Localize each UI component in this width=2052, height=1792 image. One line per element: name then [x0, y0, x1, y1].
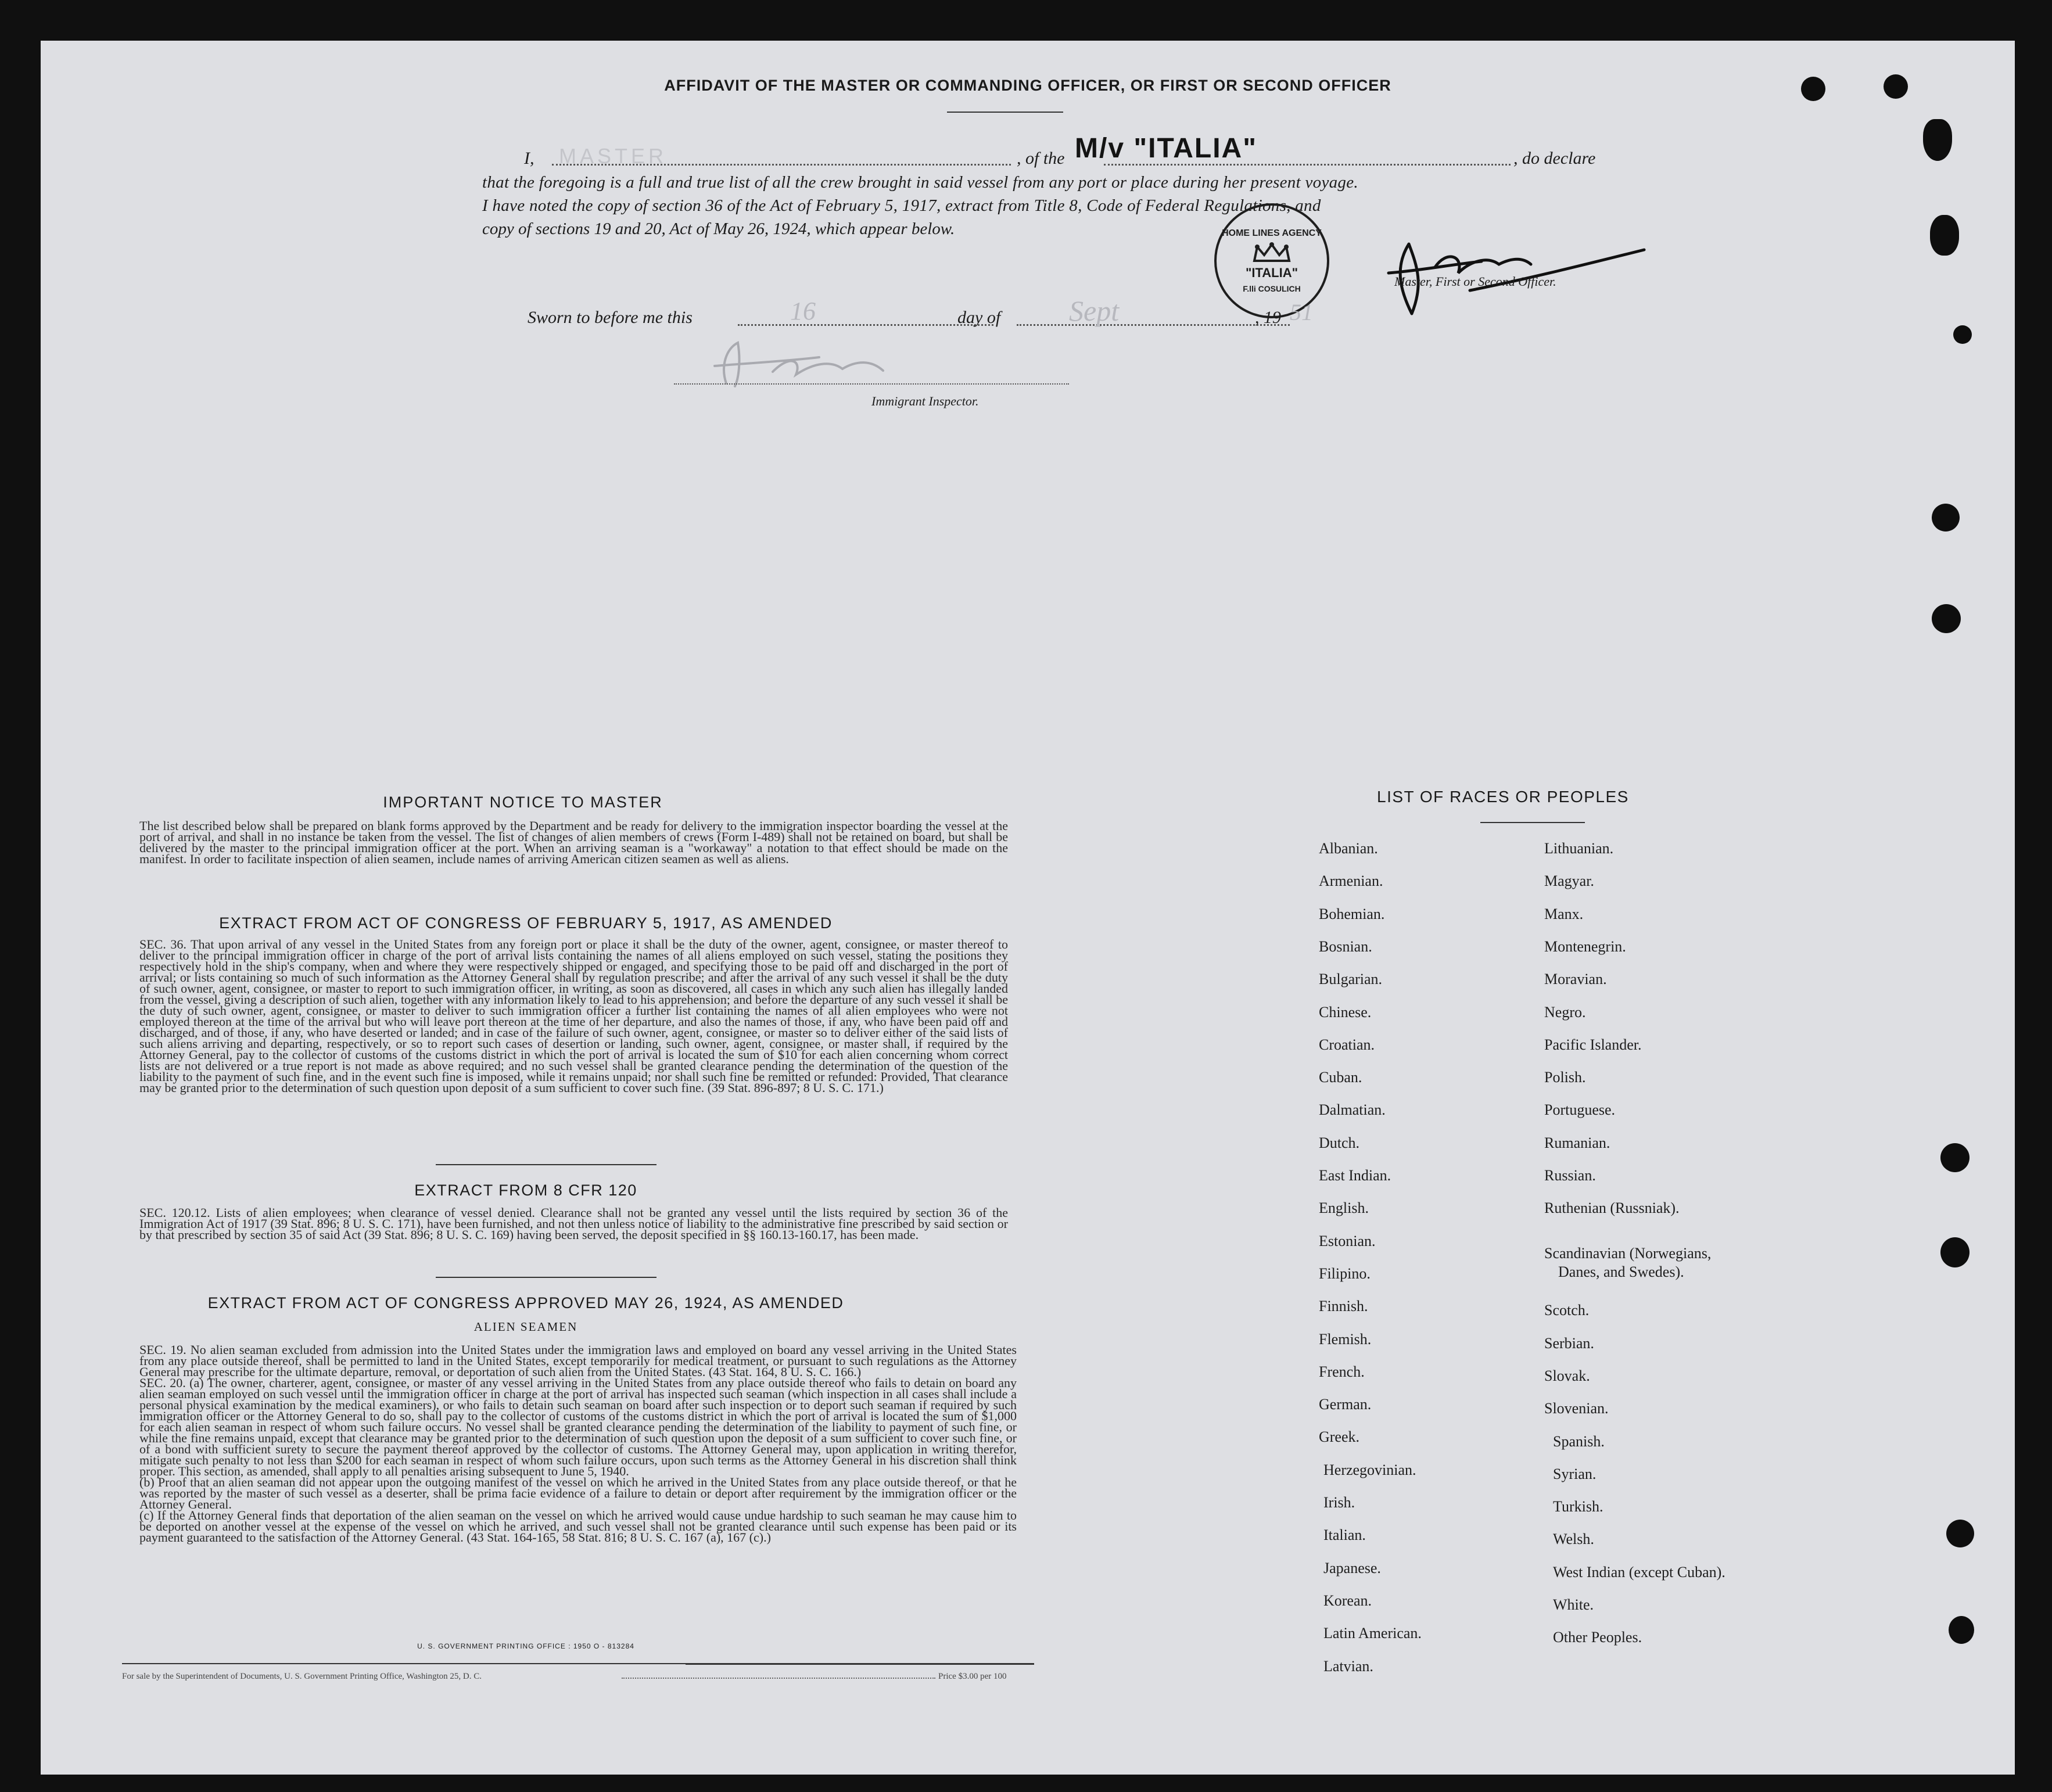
race-item: Bohemian.: [1319, 905, 1385, 922]
section-rule-2: [436, 1277, 657, 1278]
race-item: Lithuanian.: [1544, 840, 1614, 857]
race-item: Dutch.: [1319, 1134, 1360, 1151]
race-item: Slovenian.: [1544, 1400, 1609, 1417]
do-declare-label: , do declare: [1513, 149, 1596, 168]
extract-cfr-title: EXTRACT FROM 8 CFR 120: [414, 1182, 637, 1199]
races-title-rule: [1480, 822, 1585, 823]
sworn-year-value: 51: [1290, 299, 1313, 325]
sworn-day-value: 16: [790, 297, 816, 325]
punch-hole: [1932, 504, 1960, 532]
crown-icon: [1251, 242, 1292, 263]
race-item: Armenian.: [1319, 872, 1383, 890]
race-item: Bulgarian.: [1319, 971, 1383, 988]
race-item: West Indian (except Cuban).: [1553, 1563, 1725, 1581]
extract-1924-sec19: SEC. 19. No alien seaman excluded from admission into the United States under the immigration laws and employed on board any vessel arriving in the United States from any place outside thereof, shall be permitted to land in the United States, except temporarily for medical treatment, or pursuant to such regulations as the Attorney General may prescribe for the ultimate departure, removal, or deportation of such alien from the United States. (43 Stat. 164, 8 U. S. C. 166.): [139, 1342, 1017, 1379]
sworn-month-line: [1017, 324, 1290, 326]
notice-body: The list described below shall be prepared on blank forms approved by the Department and be ready for delivery to the immigration inspector boarding the vessel at the port of arrival, and shall in no instance be taken from the vessel. The list of changes of alien members of crews (Form I-489) shall not be retained on board, but shall be delivered by the master to the principal immigration officer at the port. When an arriving seaman is a "workaway" a notation to that effect should be made on the manifest. In order to facilitate inspection of alien seamen, include names of arriving American citizen seamen as well as aliens.: [139, 818, 1008, 866]
race-item: Herzegovinian.: [1323, 1461, 1416, 1478]
stamp-bottom-text: F.lli COSULICH: [1243, 284, 1301, 293]
race-item: Cuban.: [1319, 1069, 1362, 1086]
master-name-field: MASTER: [559, 144, 668, 168]
race-item: Negro.: [1544, 1003, 1586, 1021]
affidavit-line4: copy of sections 19 and 20, Act of May 26, 1924, which appear below.: [482, 220, 955, 238]
footer-dots: [622, 1678, 935, 1679]
punch-hole: [1930, 215, 1959, 256]
footer-rule-left: [122, 1663, 703, 1664]
vessel-name-line: [1104, 164, 1511, 166]
race-item: Portuguese.: [1544, 1101, 1616, 1119]
punch-hole: [1946, 1520, 1974, 1547]
race-item: Danes, and Swedes).: [1558, 1263, 1684, 1281]
punch-hole: [1940, 1237, 1970, 1267]
race-item: Other Peoples.: [1553, 1629, 1642, 1646]
race-item: Russian.: [1544, 1167, 1596, 1184]
race-item: Filipino.: [1319, 1265, 1371, 1282]
race-item: Ruthenian (Russniak).: [1544, 1200, 1680, 1217]
footer-sale-note: For sale by the Superintendent of Documents, U. S. Government Printing Office, Washington 25, D. C.: [122, 1672, 482, 1681]
punch-hole: [1923, 119, 1952, 161]
race-item: Japanese.: [1323, 1559, 1381, 1576]
race-item: Croatian.: [1319, 1036, 1375, 1053]
race-item: Turkish.: [1553, 1498, 1603, 1516]
master-name-line: [552, 164, 1011, 166]
extract-1924-sec20c: (c) If the Attorney General finds that deportation of the alien seaman on the vessel on which he arrived would cause undue hardship to such seaman he may cause him to be deported on another vessel at the expense of the vessel on which he arrived, and such vessel shall not be granted clearance until such expense has been paid or its payment guaranteed to the satisfaction of the Attorney General. (43 Stat. 164-165, 58 Stat. 816; 8 U. S. C. 167 (a), 167 (c).): [139, 1508, 1017, 1545]
race-item: Italian.: [1323, 1527, 1366, 1544]
race-item: Dalmatian.: [1319, 1101, 1386, 1119]
sworn-month-value: Sept: [1069, 295, 1120, 327]
race-item: East Indian.: [1319, 1167, 1391, 1184]
race-item: Montenegrin.: [1544, 938, 1626, 955]
race-item: Albanian.: [1319, 840, 1378, 857]
race-item: Rumanian.: [1544, 1134, 1610, 1151]
punch-hole: [1949, 1616, 1974, 1644]
section-rule-1: [436, 1164, 657, 1165]
inspector-line: [674, 383, 1069, 385]
race-item: English.: [1319, 1200, 1369, 1217]
race-item: Scandinavian (Norwegians,: [1544, 1245, 1712, 1262]
affidavit-title: AFFIDAVIT OF THE MASTER OR COMMANDING OFFICER, OR FIRST OR SECOND OFFICER: [664, 77, 1391, 94]
race-item: Latvian.: [1323, 1657, 1373, 1675]
race-item: Moravian.: [1544, 971, 1607, 988]
race-item: Chinese.: [1319, 1003, 1372, 1021]
of-the-label: , of the: [1017, 149, 1065, 168]
printer-line: U. S. GOVERNMENT PRINTING OFFICE : 1950 O - 813284: [417, 1642, 634, 1650]
title-rule: [947, 112, 1063, 113]
race-item: Estonian.: [1319, 1232, 1376, 1249]
extract-1924-title: EXTRACT FROM ACT OF CONGRESS APPROVED MAY 26, 1924, AS AMENDED: [207, 1294, 844, 1312]
day-of-label: day of: [957, 308, 1001, 327]
inspector-caption: Immigrant Inspector.: [871, 394, 979, 408]
extract-1917-body: SEC. 36. That upon arrival of any vessel in the United States from any foreign port or place it shall be the duty of the owner, agent, consignee, or master thereof to deliver to the principal immigration officer in charge of the port of arrival lists containing the names of all aliens employed on such vessel, stating the positions they respectively hold in the ship's company, when and where they were respectively shipped or engaged, and specifying those to be paid off and discharged in the port of arrival; or lists containing so much of such information as the Attorney General shall by regulation prescribe; and after the arrival of any such vessel it shall be the duty of such owner, agent, consignee, or master to report to such immigration officer, in writing, as soon as discovered, all cases in which any such alien has illegally landed from the vessel, giving a description of such alien, together with any information likely to lead to his apprehension; and before the departure of any such vessel it shall be the duty of such owner, agent, consignee, or master to deliver to such immigration officer a further list containing the names of all alien employees who were not employed thereon at the time of the arrival but who will leave port thereon at the time of her departure, and also the names of those, if any, who have been paid off and discharged, and of those, if any, who have deserted or landed; and in case of the failure of such owner, agent, consignee, or master so to deliver either of the said lists of such aliens arriving and departing, respectively, or so to report such cases of desertion or landing, such owner, agent, consignee, or master shall, if required by the Attorney General, pay to the collector of customs of the customs district in which the port of arrival is located the sum of $10 for each alien concerning whom correct lists are not delivered or a true report is not made as above required; and no such vessel shall be granted clearance pending the determination of the question of the liability to the payment of such fine, and in the event such fine is imposed, while it remains unpaid; nor shall such fine be remitted or refunded: Provided, That clearance may be granted prior to the determination of such question upon deposit of a sum sufficient to cover such fine. (39 Stat. 896-897; 8 U. S. C. 171.): [139, 937, 1008, 1095]
extract-1924-sec20a: SEC. 20. (a) The owner, charterer, agent, consignee, or master of any vessel arriving in the United States from any place outside thereof who fails to detain on board any alien seaman employed on such vessel until the immigration officer in charge at the port of arrival has inspected such seaman (which inspection in all cases shall include a personal physical examination by the medical examiners), or who fails to detain such seaman on board after such inspection or to deport such seaman if required by such immigration officer or the Attorney General to do so, shall pay to the collector of customs of the customs district in which the port of arrival is located the sum of $1,000 for each alien seaman in respect of whom such failure occurs. No vessel shall be granted clearance pending the determination of the liability to payment of such fine, or while the fine remains unpaid, except that clearance may be granted prior to the determination of such question upon the deposit of a sum sufficient to cover such fine, or of a bond with sufficient surety to secure the payment thereof approved by the collector of customs. The Attorney General may, upon application in writing therefor, mitigate such penalty to not less than $200 for each seaman in respect of whom such failure occurs, upon such terms as the Attorney General in his discretion shall think proper. This section, as amended, shall apply to all penalties arising subsequent to June 5, 1940.: [139, 1376, 1017, 1478]
punch-hole: [1884, 74, 1908, 99]
race-item: Serbian.: [1544, 1334, 1594, 1352]
year-prefix-label: , 19: [1255, 308, 1281, 327]
affidavit-line1-prefix: I,: [524, 149, 534, 168]
extract-cfr-body: SEC. 120.12. Lists of alien employees; when clearance of vessel denied. Clearance shall not be granted any vessel until the lists required by section 36 of the Immigration Act of 1917 (39 Stat. 896; 8 U. S. C. 171), have been furnished, and not then unless notice of liability to the administrative fine prescribed by said section or by that prescribed by section 35 of said Act (39 Stat. 896; 8 U. S. C. 169) having been served, the deposit specified in §§ 160.13-160.17, has been made.: [139, 1205, 1008, 1242]
race-item: Slovak.: [1544, 1367, 1590, 1384]
race-item: Finnish.: [1319, 1298, 1368, 1315]
punch-hole: [1932, 604, 1961, 633]
race-item: Irish.: [1323, 1494, 1355, 1511]
punch-hole: [1801, 77, 1825, 101]
race-item: Korean.: [1323, 1592, 1372, 1609]
footer-rule-right: [686, 1663, 1034, 1665]
race-item: Magyar.: [1544, 872, 1594, 890]
sworn-day-line: [738, 324, 993, 326]
stamp-ring-text: HOME LINES AGENCY: [1222, 228, 1322, 238]
punch-hole: [1940, 1143, 1970, 1172]
inspector-signature: [703, 331, 924, 395]
alien-seamen-subtitle: ALIEN SEAMEN: [473, 1320, 578, 1334]
race-item: Spanish.: [1553, 1432, 1605, 1450]
race-item: Polish.: [1544, 1069, 1586, 1086]
race-item: Pacific Islander.: [1544, 1036, 1642, 1053]
races-title: LIST OF RACES OR PEOPLES: [1377, 788, 1629, 806]
extract-1917-title: EXTRACT FROM ACT OF CONGRESS OF FEBRUARY 5, 1917, AS AMENDED: [219, 914, 833, 932]
race-item: Bosnian.: [1319, 938, 1372, 955]
race-item: Welsh.: [1553, 1531, 1594, 1548]
vessel-name: M/v "ITALIA": [1075, 133, 1257, 164]
race-item: White.: [1553, 1596, 1594, 1613]
race-item: French.: [1319, 1363, 1365, 1380]
affidavit-line3: I have noted the copy of section 36 of the Act of February 5, 1917, extract from Title 8, Code of Federal Regulations, and: [482, 196, 1321, 215]
race-item: Flemish.: [1319, 1330, 1372, 1348]
extract-1924-sec20b: (b) Proof that an alien seaman did not appear upon the outgoing manifest of the vessel on which he arrived in the United States from any place outside thereof, or that he was reported by the master of such vessel as a deserter, shall be prima facie evidence of a failure to detain or deport after requirement by the immigration officer or the Attorney General.: [139, 1475, 1017, 1511]
affidavit-line2: that the foregoing is a full and true list of all the crew brought in said vessel from any port or place during her present voyage.: [482, 173, 1358, 192]
race-item: Manx.: [1544, 905, 1584, 922]
document-sheet: [41, 41, 2015, 1775]
race-item: Syrian.: [1553, 1465, 1597, 1482]
footer-price: Price $3.00 per 100: [938, 1672, 1007, 1681]
signer-caption: Master, First or Second Officer.: [1394, 274, 1556, 289]
race-item: Greek.: [1319, 1428, 1360, 1446]
race-item: Latin American.: [1323, 1625, 1422, 1642]
sworn-label: Sworn to before me this: [528, 308, 693, 327]
race-item: German.: [1319, 1396, 1372, 1413]
stamp-center-text: "ITALIA": [1245, 265, 1298, 280]
race-item: Scotch.: [1544, 1302, 1590, 1319]
notice-title: IMPORTANT NOTICE TO MASTER: [383, 793, 663, 811]
punch-hole: [1953, 325, 1972, 344]
